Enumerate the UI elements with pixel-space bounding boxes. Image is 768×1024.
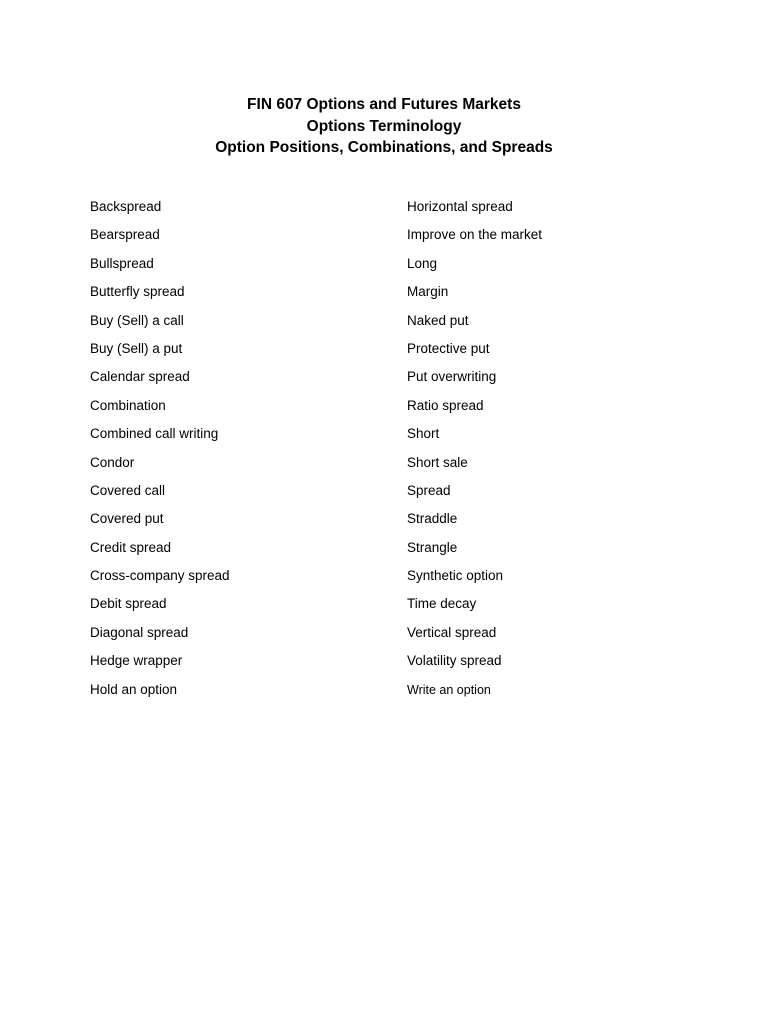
term-item: Long xyxy=(407,255,438,271)
term-item: Diagonal spread xyxy=(90,624,189,640)
term-item: Vertical spread xyxy=(407,624,497,640)
terms-left-column xyxy=(90,197,380,708)
term-item: Hold an option xyxy=(90,681,178,697)
term-item: Protective put xyxy=(407,340,490,356)
term-item: Strangle xyxy=(407,539,458,555)
document-subtitle: Option Positions, Combinations, and Spreads xyxy=(215,139,553,156)
term-item: Write an option xyxy=(407,682,491,697)
term-item: Straddle xyxy=(407,511,458,527)
term-item: Credit spread xyxy=(90,539,172,555)
term-item: Short sale xyxy=(407,454,468,470)
term-item: Calendar spread xyxy=(90,369,190,385)
document-title: Options Terminology xyxy=(306,117,462,135)
term-item: Bullspread xyxy=(90,255,154,271)
term-item: Put overwriting xyxy=(407,369,497,385)
term-item: Improve on the market xyxy=(407,227,543,243)
term-item: Bearspread xyxy=(90,227,160,243)
term-item: Short xyxy=(407,426,440,442)
term-item: Butterfly spread xyxy=(90,284,185,300)
term-item: Horizontal spread xyxy=(407,199,513,214)
terms-right-column xyxy=(407,197,707,708)
term-item: Backspread xyxy=(90,199,162,214)
term-item: Naked put xyxy=(407,312,469,328)
term-item: Covered put xyxy=(90,511,164,527)
term-item: Spread xyxy=(407,482,451,498)
term-item: Covered call xyxy=(90,482,166,498)
term-item: Debit spread xyxy=(90,596,167,612)
term-item: Buy (Sell) a call xyxy=(90,312,184,328)
term-item: Cross-company spread xyxy=(90,568,230,584)
document-header xyxy=(0,94,768,159)
term-item: Volatility spread xyxy=(407,653,502,669)
term-item: Hedge wrapper xyxy=(90,653,183,669)
term-item: Time decay xyxy=(407,596,477,612)
term-item: Combination xyxy=(90,397,166,413)
term-item: Synthetic option xyxy=(407,568,504,584)
course-title: FIN 607 Options and Futures Markets xyxy=(247,96,521,113)
term-item: Combined call writing xyxy=(90,426,219,442)
term-item: Buy (Sell) a put xyxy=(90,340,183,356)
term-item: Condor xyxy=(90,454,135,470)
term-item: Margin xyxy=(407,284,449,300)
term-item: Ratio spread xyxy=(407,397,484,413)
